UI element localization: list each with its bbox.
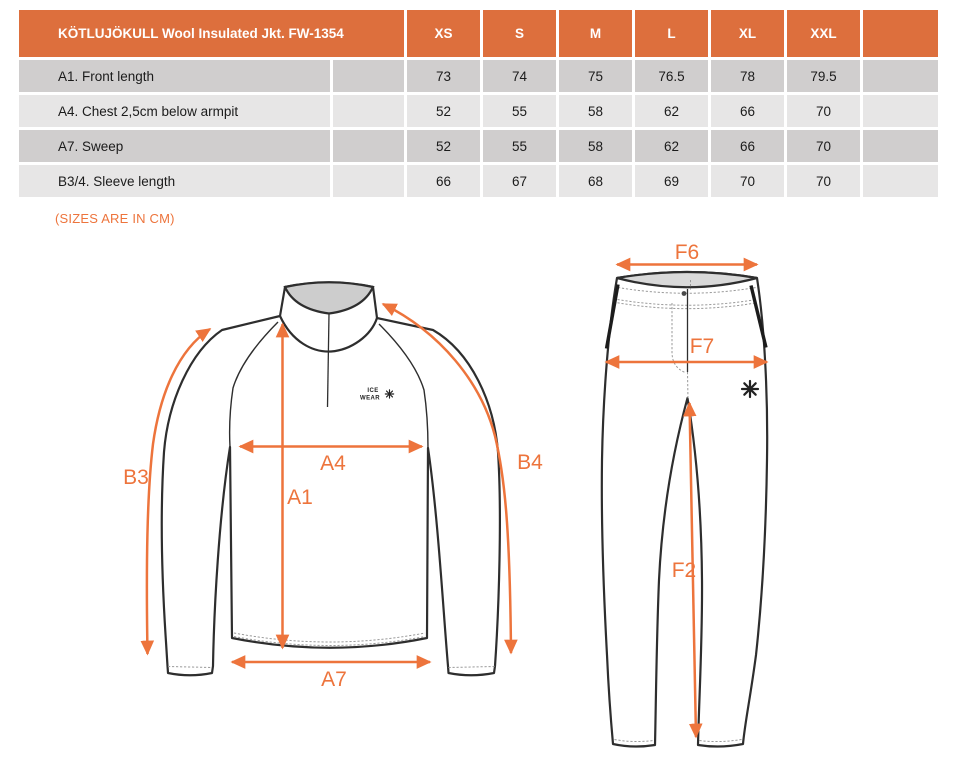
spacer-cell bbox=[333, 130, 404, 162]
trailing-cell bbox=[863, 165, 938, 197]
size-header-xxl: XXL bbox=[787, 10, 860, 57]
trailing-cell bbox=[863, 60, 938, 92]
value-cell: 70 bbox=[787, 165, 860, 197]
value-cell: 68 bbox=[559, 165, 632, 197]
logo-text-ice: ICE bbox=[367, 388, 379, 394]
value-cell: 66 bbox=[407, 165, 480, 197]
a7-label: A7 bbox=[321, 668, 347, 691]
size-header-xl: XL bbox=[711, 10, 784, 57]
value-cell: 55 bbox=[483, 130, 556, 162]
value-cell: 62 bbox=[635, 130, 708, 162]
header-trailing-cell bbox=[863, 10, 938, 57]
value-cell: 70 bbox=[787, 130, 860, 162]
trailing-cell bbox=[863, 130, 938, 162]
value-cell: 58 bbox=[559, 95, 632, 127]
row-label: B3/4. Sleeve length bbox=[19, 165, 330, 197]
value-cell: 66 bbox=[711, 130, 784, 162]
spacer-cell bbox=[333, 60, 404, 92]
row-label: A4. Chest 2,5cm below armpit bbox=[19, 95, 330, 127]
jacket-diagram bbox=[100, 240, 570, 700]
value-cell: 70 bbox=[711, 165, 784, 197]
trailing-cell bbox=[863, 95, 938, 127]
a1-label: A1 bbox=[287, 486, 313, 509]
value-cell: 52 bbox=[407, 95, 480, 127]
size-table bbox=[19, 10, 938, 197]
pants-body-outline bbox=[602, 272, 767, 747]
value-cell: 55 bbox=[483, 95, 556, 127]
row-label: A7. Sweep bbox=[19, 130, 330, 162]
spacer-cell bbox=[333, 95, 404, 127]
a4-label: A4 bbox=[320, 452, 346, 475]
value-cell: 69 bbox=[635, 165, 708, 197]
logo-text-wear: WEAR bbox=[360, 395, 380, 402]
value-cell: 52 bbox=[407, 130, 480, 162]
table-title: KÖTLUJÖKULL Wool Insulated Jkt. FW-1354 bbox=[19, 10, 404, 57]
value-cell: 67 bbox=[483, 165, 556, 197]
value-cell: 79.5 bbox=[787, 60, 860, 92]
f2-label: F2 bbox=[671, 559, 697, 582]
spacer-cell bbox=[333, 165, 404, 197]
waist-button bbox=[682, 291, 687, 296]
f7-label: F7 bbox=[689, 335, 715, 358]
value-cell: 58 bbox=[559, 130, 632, 162]
sizes-in-cm-note: (SIZES ARE IN CM) bbox=[55, 211, 175, 226]
value-cell: 66 bbox=[711, 95, 784, 127]
size-header-l: L bbox=[635, 10, 708, 57]
logo-snowflake-icon bbox=[385, 390, 393, 398]
value-cell: 75 bbox=[559, 60, 632, 92]
size-header-s: S bbox=[483, 10, 556, 57]
value-cell: 76.5 bbox=[635, 60, 708, 92]
pants-snowflake-icon bbox=[742, 381, 758, 397]
row-label: A1. Front length bbox=[19, 60, 330, 92]
jacket-body-outline bbox=[162, 283, 500, 676]
b4-label: B4 bbox=[517, 451, 543, 474]
value-cell: 70 bbox=[787, 95, 860, 127]
size-header-xs: XS bbox=[407, 10, 480, 57]
size-header-m: M bbox=[559, 10, 632, 57]
value-cell: 62 bbox=[635, 95, 708, 127]
value-cell: 74 bbox=[483, 60, 556, 92]
pants-diagram bbox=[575, 238, 835, 783]
value-cell: 73 bbox=[407, 60, 480, 92]
b3-label: B3 bbox=[123, 466, 149, 489]
value-cell: 78 bbox=[711, 60, 784, 92]
f6-label: F6 bbox=[674, 241, 700, 264]
